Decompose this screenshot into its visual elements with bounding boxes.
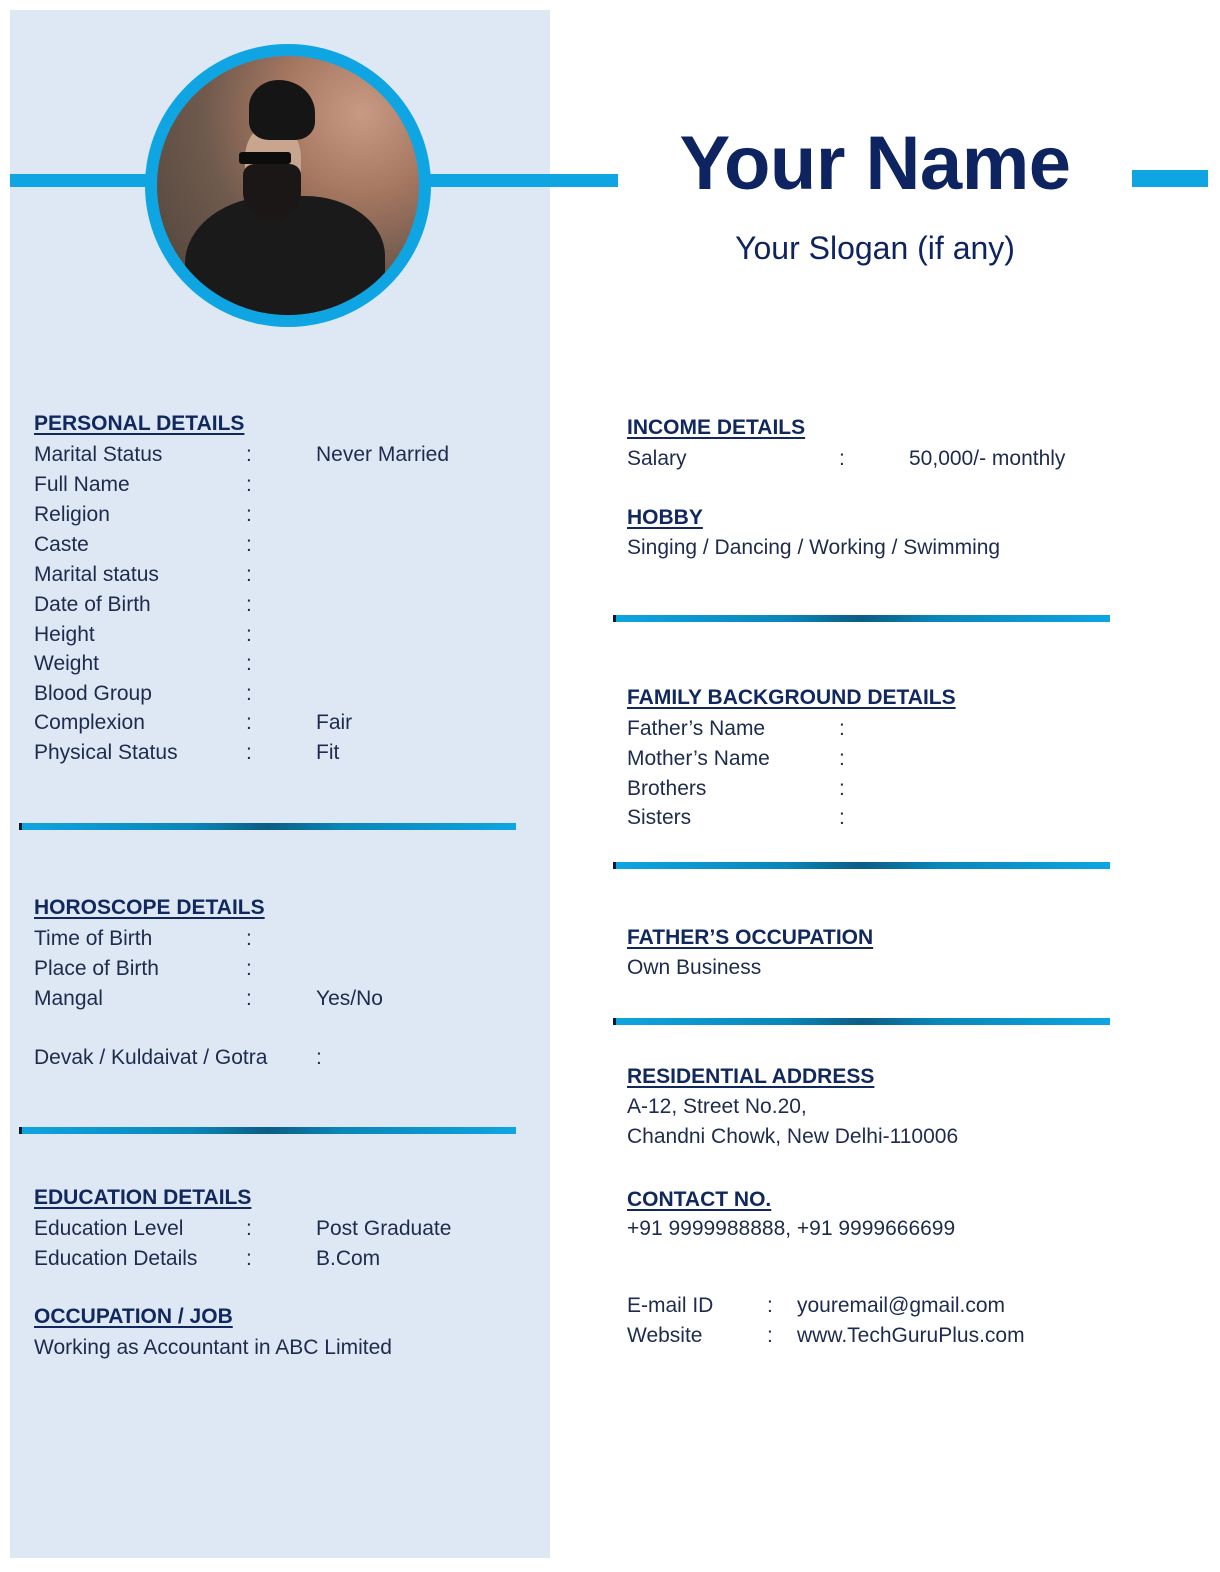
row-colon: : [316, 1046, 322, 1069]
hobby-heading: HOBBY [627, 506, 703, 529]
email-row [627, 1291, 1006, 1321]
row-label: Complexion [34, 711, 145, 734]
row-colon: : [839, 447, 845, 470]
row-colon: : [767, 1294, 773, 1317]
photo-sunglasses-shape [239, 152, 291, 164]
section-divider [19, 1127, 516, 1134]
page-title: Your Name [679, 121, 1071, 206]
row-value: Yes/No [316, 987, 383, 1010]
row-colon: : [246, 957, 252, 980]
personal-row [34, 440, 450, 470]
row-value: Fit [316, 741, 340, 764]
contact-number-heading: CONTACT NO. [627, 1188, 772, 1211]
row-colon: : [839, 717, 845, 740]
row-label: Height [34, 623, 95, 646]
photo-hair-shape [249, 80, 315, 140]
father-occupation-text: Own Business [627, 956, 762, 979]
section-divider [613, 1018, 1110, 1025]
row-label: Brothers [627, 777, 707, 800]
row-colon: : [246, 682, 252, 705]
row-colon: : [839, 747, 845, 770]
row-colon: : [246, 593, 252, 616]
header-accent-line-right [1132, 170, 1208, 187]
row-value: Never Married [316, 443, 450, 466]
personal-row [34, 679, 252, 709]
contact-numbers: +91 9999988888, +91 9999666699 [627, 1217, 956, 1240]
personal-row [34, 649, 252, 679]
photo-beard-shape [243, 164, 301, 220]
education-row [34, 1214, 452, 1244]
row-colon: : [246, 927, 252, 950]
horoscope-row [34, 984, 383, 1014]
section-divider [19, 823, 516, 830]
row-label: Devak / Kuldaivat / Gotra [34, 1046, 268, 1069]
section-divider [613, 615, 1110, 622]
family-row [627, 714, 845, 744]
hobby-text: Singing / Dancing / Working / Swimming [627, 536, 1001, 559]
residential-address-heading: RESIDENTIAL ADDRESS [627, 1065, 875, 1088]
occupation-heading: OCCUPATION / JOB [34, 1305, 233, 1328]
row-label: Father’s Name [627, 717, 766, 740]
row-label: Date of Birth [34, 593, 151, 616]
row-label: Marital status [34, 563, 159, 586]
address-line: A-12, Street No.20, [627, 1095, 807, 1118]
row-colon: : [246, 652, 252, 675]
education-row [34, 1244, 381, 1274]
profile-photo [157, 56, 419, 315]
slogan: Your Slogan (if any) [735, 230, 1015, 266]
row-label: Website [627, 1324, 703, 1347]
address-line: Chandni Chowk, New Delhi-110006 [627, 1125, 959, 1148]
row-label: Marital Status [34, 443, 163, 466]
row-colon: : [246, 563, 252, 586]
personal-row [34, 738, 340, 768]
email-value[interactable]: youremail@gmail.com [797, 1294, 1006, 1317]
income-row [627, 444, 1066, 474]
row-label: Mother’s Name [627, 747, 770, 770]
row-label: Time of Birth [34, 927, 153, 950]
row-label: Weight [34, 652, 99, 675]
row-label: Place of Birth [34, 957, 159, 980]
row-label: E-mail ID [627, 1294, 714, 1317]
row-colon: : [246, 533, 252, 556]
personal-row [34, 620, 252, 650]
row-label: Blood Group [34, 682, 152, 705]
row-label: Physical Status [34, 741, 178, 764]
row-value: Post Graduate [316, 1217, 452, 1240]
profile-photo-frame [145, 44, 431, 327]
horoscope-details-heading: HOROSCOPE DETAILS [34, 896, 265, 919]
row-colon: : [767, 1324, 773, 1347]
section-divider [613, 862, 1110, 869]
personal-row [34, 708, 353, 738]
website-value[interactable]: www.TechGuruPlus.com [797, 1324, 1025, 1347]
income-details-heading: INCOME DETAILS [627, 416, 806, 439]
row-colon: : [839, 777, 845, 800]
occupation-text: Working as Accountant in ABC Limited [34, 1336, 392, 1359]
row-colon: : [246, 503, 252, 526]
personal-row [34, 470, 252, 500]
row-value: 50,000/- monthly [909, 447, 1066, 470]
personal-details-heading: PERSONAL DETAILS [34, 412, 245, 435]
personal-row [34, 500, 252, 530]
family-row [627, 774, 845, 804]
family-background-heading: FAMILY BACKGROUND DETAILS [627, 686, 956, 709]
horoscope-row [34, 924, 252, 954]
row-colon: : [246, 711, 252, 734]
row-colon: : [246, 1217, 252, 1240]
row-label: Full Name [34, 473, 130, 496]
family-row [627, 803, 845, 833]
row-colon: : [839, 806, 845, 829]
row-colon: : [246, 443, 252, 466]
family-row [627, 744, 845, 774]
row-label: Caste [34, 533, 89, 556]
row-label: Education Details [34, 1247, 198, 1270]
horoscope-row [34, 1043, 322, 1073]
row-label: Education Level [34, 1217, 184, 1240]
personal-row [34, 560, 252, 590]
row-colon: : [246, 987, 252, 1010]
father-occupation-heading: FATHER’S OCCUPATION [627, 926, 874, 949]
row-colon: : [246, 1247, 252, 1270]
website-row [627, 1321, 1025, 1351]
personal-row [34, 590, 252, 620]
row-colon: : [246, 623, 252, 646]
row-label: Sisters [627, 806, 692, 829]
row-label: Religion [34, 503, 110, 526]
row-value: Fair [316, 711, 353, 734]
row-colon: : [246, 473, 252, 496]
row-label: Mangal [34, 987, 103, 1010]
personal-row [34, 530, 252, 560]
horoscope-row [34, 954, 252, 984]
row-value: B.Com [316, 1247, 381, 1270]
row-label: Salary [627, 447, 687, 470]
row-colon: : [246, 741, 252, 764]
education-details-heading: EDUCATION DETAILS [34, 1186, 252, 1209]
